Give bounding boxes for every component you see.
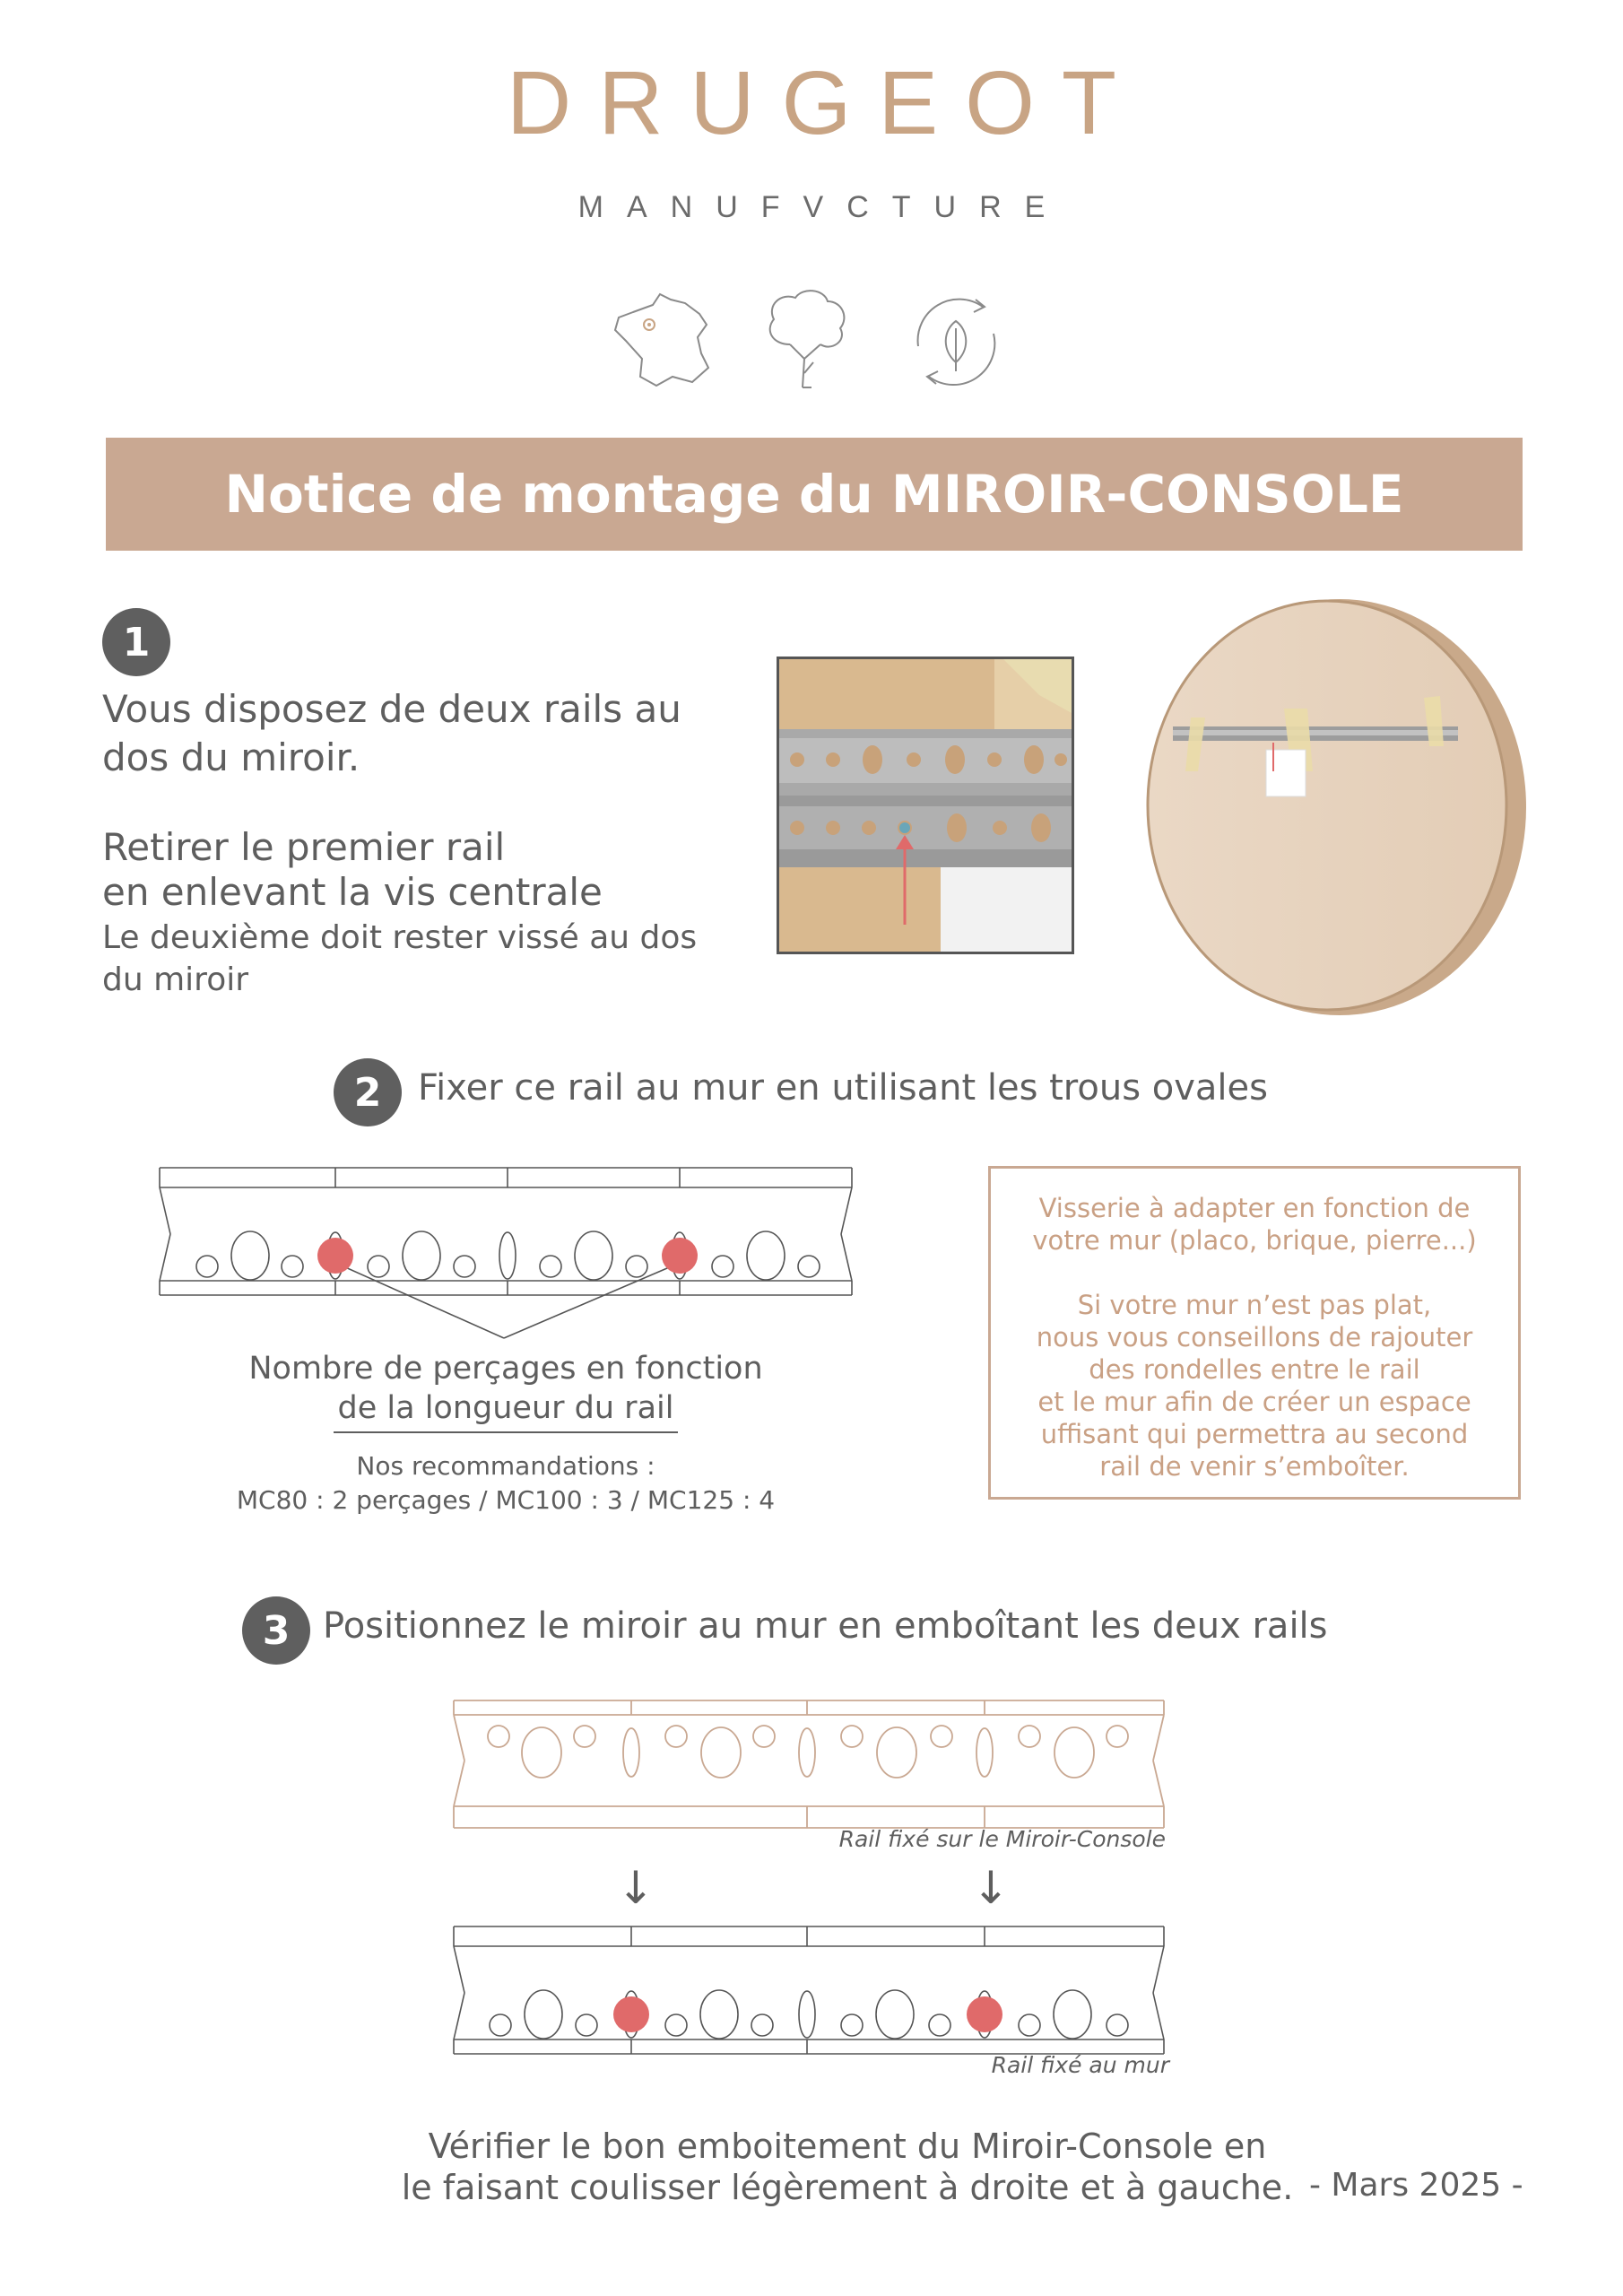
- recommendations-title: Nos recommandations :: [356, 1451, 655, 1481]
- drilling-caption: [158, 1349, 854, 1428]
- down-arrow-icon: ↓: [972, 1862, 1010, 1914]
- note-line: et le mur afin de créer un espace: [1037, 1387, 1471, 1417]
- note-line: rail de venir s’emboîter.: [1099, 1451, 1410, 1482]
- step-2-title: Fixer ce rail au mur en utilisant les trous ovales: [418, 1067, 1268, 1109]
- step-3-title: Positionnez le miroir au mur en emboîtant les deux rails: [323, 1605, 1328, 1647]
- footer-line-2: le faisant coulisser légèrement à droite et à gauche.: [401, 2168, 1294, 2207]
- drill-point-marker: [317, 1238, 353, 1274]
- document-date: - Mars 2025 -: [1309, 2167, 1523, 2204]
- screw-point-marker: [967, 1996, 1002, 2032]
- recycle-leaf-icon: [918, 300, 995, 385]
- note-line: nous vous conseillons de rajouter: [1036, 1322, 1473, 1352]
- note-line: votre mur (placo, brique, pierre...): [1032, 1225, 1477, 1256]
- drilling-caption-line-1: Nombre de perçages en fonction: [248, 1351, 763, 1387]
- note-line: Visserie à adapter en fonction de: [1038, 1193, 1471, 1223]
- step-1-line-6: du miroir: [102, 961, 249, 998]
- step-1-line-5: Le deuxième doit rester vissé au dos: [102, 919, 698, 956]
- mirror-back-photo: [1137, 592, 1528, 1019]
- note-line: Si votre mur n’est pas plat,: [1077, 1290, 1432, 1320]
- step-1-instruction: [102, 825, 603, 915]
- title-banner: [106, 438, 1523, 551]
- recommendations-values: MC80 : 2 perçages / MC100 : 3 / MC125 : 4: [236, 1485, 776, 1515]
- footer-instruction: [341, 2126, 1354, 2208]
- recommendations: [158, 1449, 854, 1518]
- hardware-note-box: [988, 1166, 1521, 1500]
- step-1-number: 1: [122, 619, 151, 665]
- brand-logo: DRUGEOT: [507, 53, 1143, 153]
- step-1-line-2: dos du miroir.: [102, 735, 360, 779]
- note-line: des rondelles entre le rail: [1089, 1354, 1420, 1385]
- drill-point-marker: [662, 1238, 698, 1274]
- mirror-rail-diagram: [452, 1699, 1166, 1833]
- icon-row: [606, 287, 1019, 395]
- step-3-badge: [242, 1596, 310, 1665]
- page-title: Notice de montage du MIROIR-CONSOLE: [224, 464, 1404, 525]
- brand-tagline: MANUFVCTURE: [577, 190, 1069, 224]
- step-1-note: [102, 917, 697, 1001]
- step-1-intro: [102, 685, 681, 782]
- drilling-caption-line-2: de la longueur du rail: [337, 1390, 674, 1426]
- step-1-line-3: Retirer le premier rail: [102, 825, 506, 869]
- tree-icon: [770, 291, 845, 387]
- wall-rail-diagram-bottom: [452, 1925, 1166, 2059]
- mirror-rail-label: Rail fixé sur le Miroir-Console: [838, 1826, 1166, 1852]
- step-1-badge: [102, 608, 170, 676]
- step-2-badge: [334, 1058, 402, 1126]
- wall-rail-label: Rail fixé au mur: [991, 2052, 1169, 2078]
- footer-line-1: Vérifier le bon emboitement du Miroir-Console en: [428, 2126, 1267, 2166]
- down-arrow-icon: ↓: [617, 1862, 655, 1914]
- step-3-number: 3: [262, 1607, 291, 1654]
- note-line: uffisant qui permettra au second: [1040, 1419, 1469, 1449]
- wall-rail-diagram: [158, 1166, 854, 1345]
- step-1-line-1: Vous disposez de deux rails au: [102, 687, 681, 731]
- rail-closeup-photo: [777, 657, 1074, 954]
- step-1-line-4: en enlevant la vis centrale: [102, 870, 603, 914]
- caption-underline: [334, 1431, 678, 1433]
- france-map-icon: [615, 294, 708, 386]
- step-2-number: 2: [353, 1069, 382, 1116]
- screw-point-marker: [613, 1996, 649, 2032]
